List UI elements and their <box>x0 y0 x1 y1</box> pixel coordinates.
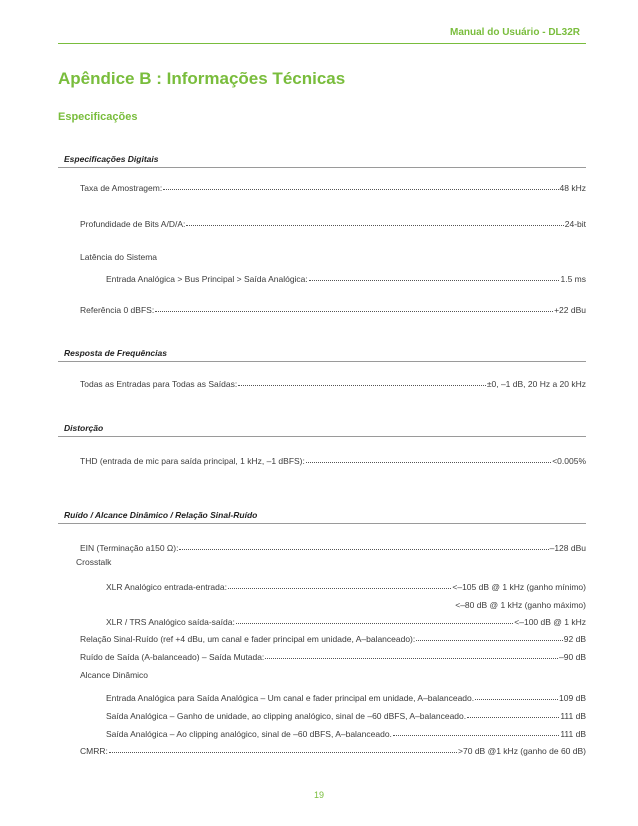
spec-label: Ruído de Saída (A-balanceado) – Saída Mutada: <box>80 652 265 662</box>
header-rule <box>58 43 586 44</box>
spec-value: <0.005% <box>552 456 586 466</box>
spec-value: 92 dB <box>563 634 586 644</box>
spec-value: 24-bit <box>564 219 586 229</box>
dot-leader <box>265 658 558 659</box>
section-title: Especificações <box>58 111 138 123</box>
dot-leader <box>228 588 451 589</box>
dynamic-range-row-3 <box>106 729 586 739</box>
crosstalk-heading: Crosstalk <box>76 557 112 567</box>
dynamic-range-row-2 <box>106 711 586 721</box>
dot-leader <box>238 385 486 386</box>
noise-heading: Ruído / Alcance Dinâmico / Relação Sinal-Ruído <box>64 510 258 520</box>
cmrr-row <box>80 746 586 756</box>
latency-heading: Latência do Sistema <box>80 252 158 262</box>
output-noise-row <box>80 652 586 662</box>
dot-leader <box>109 752 457 753</box>
frequency-row <box>80 379 586 389</box>
spec-label: CMRR: <box>80 746 108 756</box>
spec-value: 48 kHz <box>559 183 586 193</box>
xlr-input-crosstalk-row <box>106 582 586 592</box>
spec-value: >70 dB @1 kHz (ganho de 60 dB) <box>458 746 586 756</box>
spec-value: 111 dB <box>560 729 586 739</box>
spec-label: Profundidade de Bits A/D/A: <box>80 219 186 229</box>
digital-specs-heading: Especificações Digitais <box>64 154 159 164</box>
dot-leader <box>186 225 563 226</box>
dot-leader <box>467 717 559 718</box>
thd-row <box>80 456 586 466</box>
spec-label: XLR Analógico entrada-entrada: <box>106 582 227 592</box>
latency-row <box>106 274 586 284</box>
distortion-heading: Distorção <box>64 423 104 433</box>
section-divider <box>58 436 586 437</box>
reference-row <box>80 305 586 315</box>
spec-value: +22 dBu <box>554 305 586 315</box>
spec-label: Taxa de Amostragem: <box>80 183 163 193</box>
section-divider <box>58 361 586 362</box>
spec-label: Entrada Analógica para Saída Analógica – Um canal e fader principal em unidade, A–balanceado. <box>106 693 475 703</box>
dot-leader <box>306 462 551 463</box>
dot-leader <box>179 549 548 550</box>
dot-leader <box>236 623 513 624</box>
spec-value: 109 dB <box>559 693 586 703</box>
snr-row <box>80 634 586 644</box>
sample-rate-row <box>80 183 586 193</box>
spec-value: 111 dB <box>560 711 586 721</box>
appendix-title: Apêndice B : Informações Técnicas <box>58 69 346 88</box>
dot-leader <box>155 311 553 312</box>
frequency-response-heading: Resposta de Frequências <box>64 348 167 358</box>
spec-value: –90 dB <box>559 652 586 662</box>
spec-value: <–100 dB @ 1 kHz <box>514 617 586 627</box>
spec-label: EIN (Terminação a150 Ω): <box>80 543 179 553</box>
dynamic-range-heading: Alcance Dinâmico <box>80 670 149 680</box>
spec-label: Saída Analógica – Ao clipping analógico, sinal de –60 dBFS, A–balanceado. <box>106 729 392 739</box>
dynamic-range-row-1 <box>106 693 586 703</box>
ein-row <box>80 543 586 553</box>
bit-depth-row <box>80 219 586 229</box>
spec-value: –128 dBu <box>549 543 586 553</box>
dot-leader <box>475 699 558 700</box>
spec-value: 1.5 ms <box>560 274 586 284</box>
page-number: 19 <box>313 790 324 800</box>
dot-leader <box>393 735 559 736</box>
spec-label: Entrada Analógica > Bus Principal > Saída Analógica: <box>106 274 308 284</box>
xlr-trs-crosstalk-row <box>106 617 586 627</box>
spec-label: Saída Analógica – Ganho de unidade, ao clipping analógico, sinal de –60 dBFS, A–balanceado. <box>106 711 467 721</box>
spec-label: Relação Sinal-Ruído (ref +4 dBu, um canal e fader principal em unidade, A–balanceado): <box>80 634 416 644</box>
xlr-input-crosstalk-max: <–80 dB @ 1 kHz (ganho máximo) <box>455 600 586 610</box>
spec-value: <–105 dB @ 1 kHz (ganho mínimo) <box>452 582 586 592</box>
section-divider <box>58 523 586 524</box>
spec-label: XLR / TRS Analógico saída-saída: <box>106 617 235 627</box>
spec-label: THD (entrada de mic para saída principal, 1 kHz, –1 dBFS): <box>80 456 305 466</box>
spec-label: Todas as Entradas para Todas as Saídas: <box>80 379 238 389</box>
section-divider <box>58 167 586 168</box>
dot-leader <box>163 189 558 190</box>
manual-title: Manual do Usuário - DL32R <box>449 27 580 38</box>
dot-leader <box>416 640 563 641</box>
dot-leader <box>309 280 560 281</box>
spec-value: ±0, –1 dB, 20 Hz a 20 kHz <box>486 379 586 389</box>
spec-label: Referência 0 dBFS: <box>80 305 155 315</box>
